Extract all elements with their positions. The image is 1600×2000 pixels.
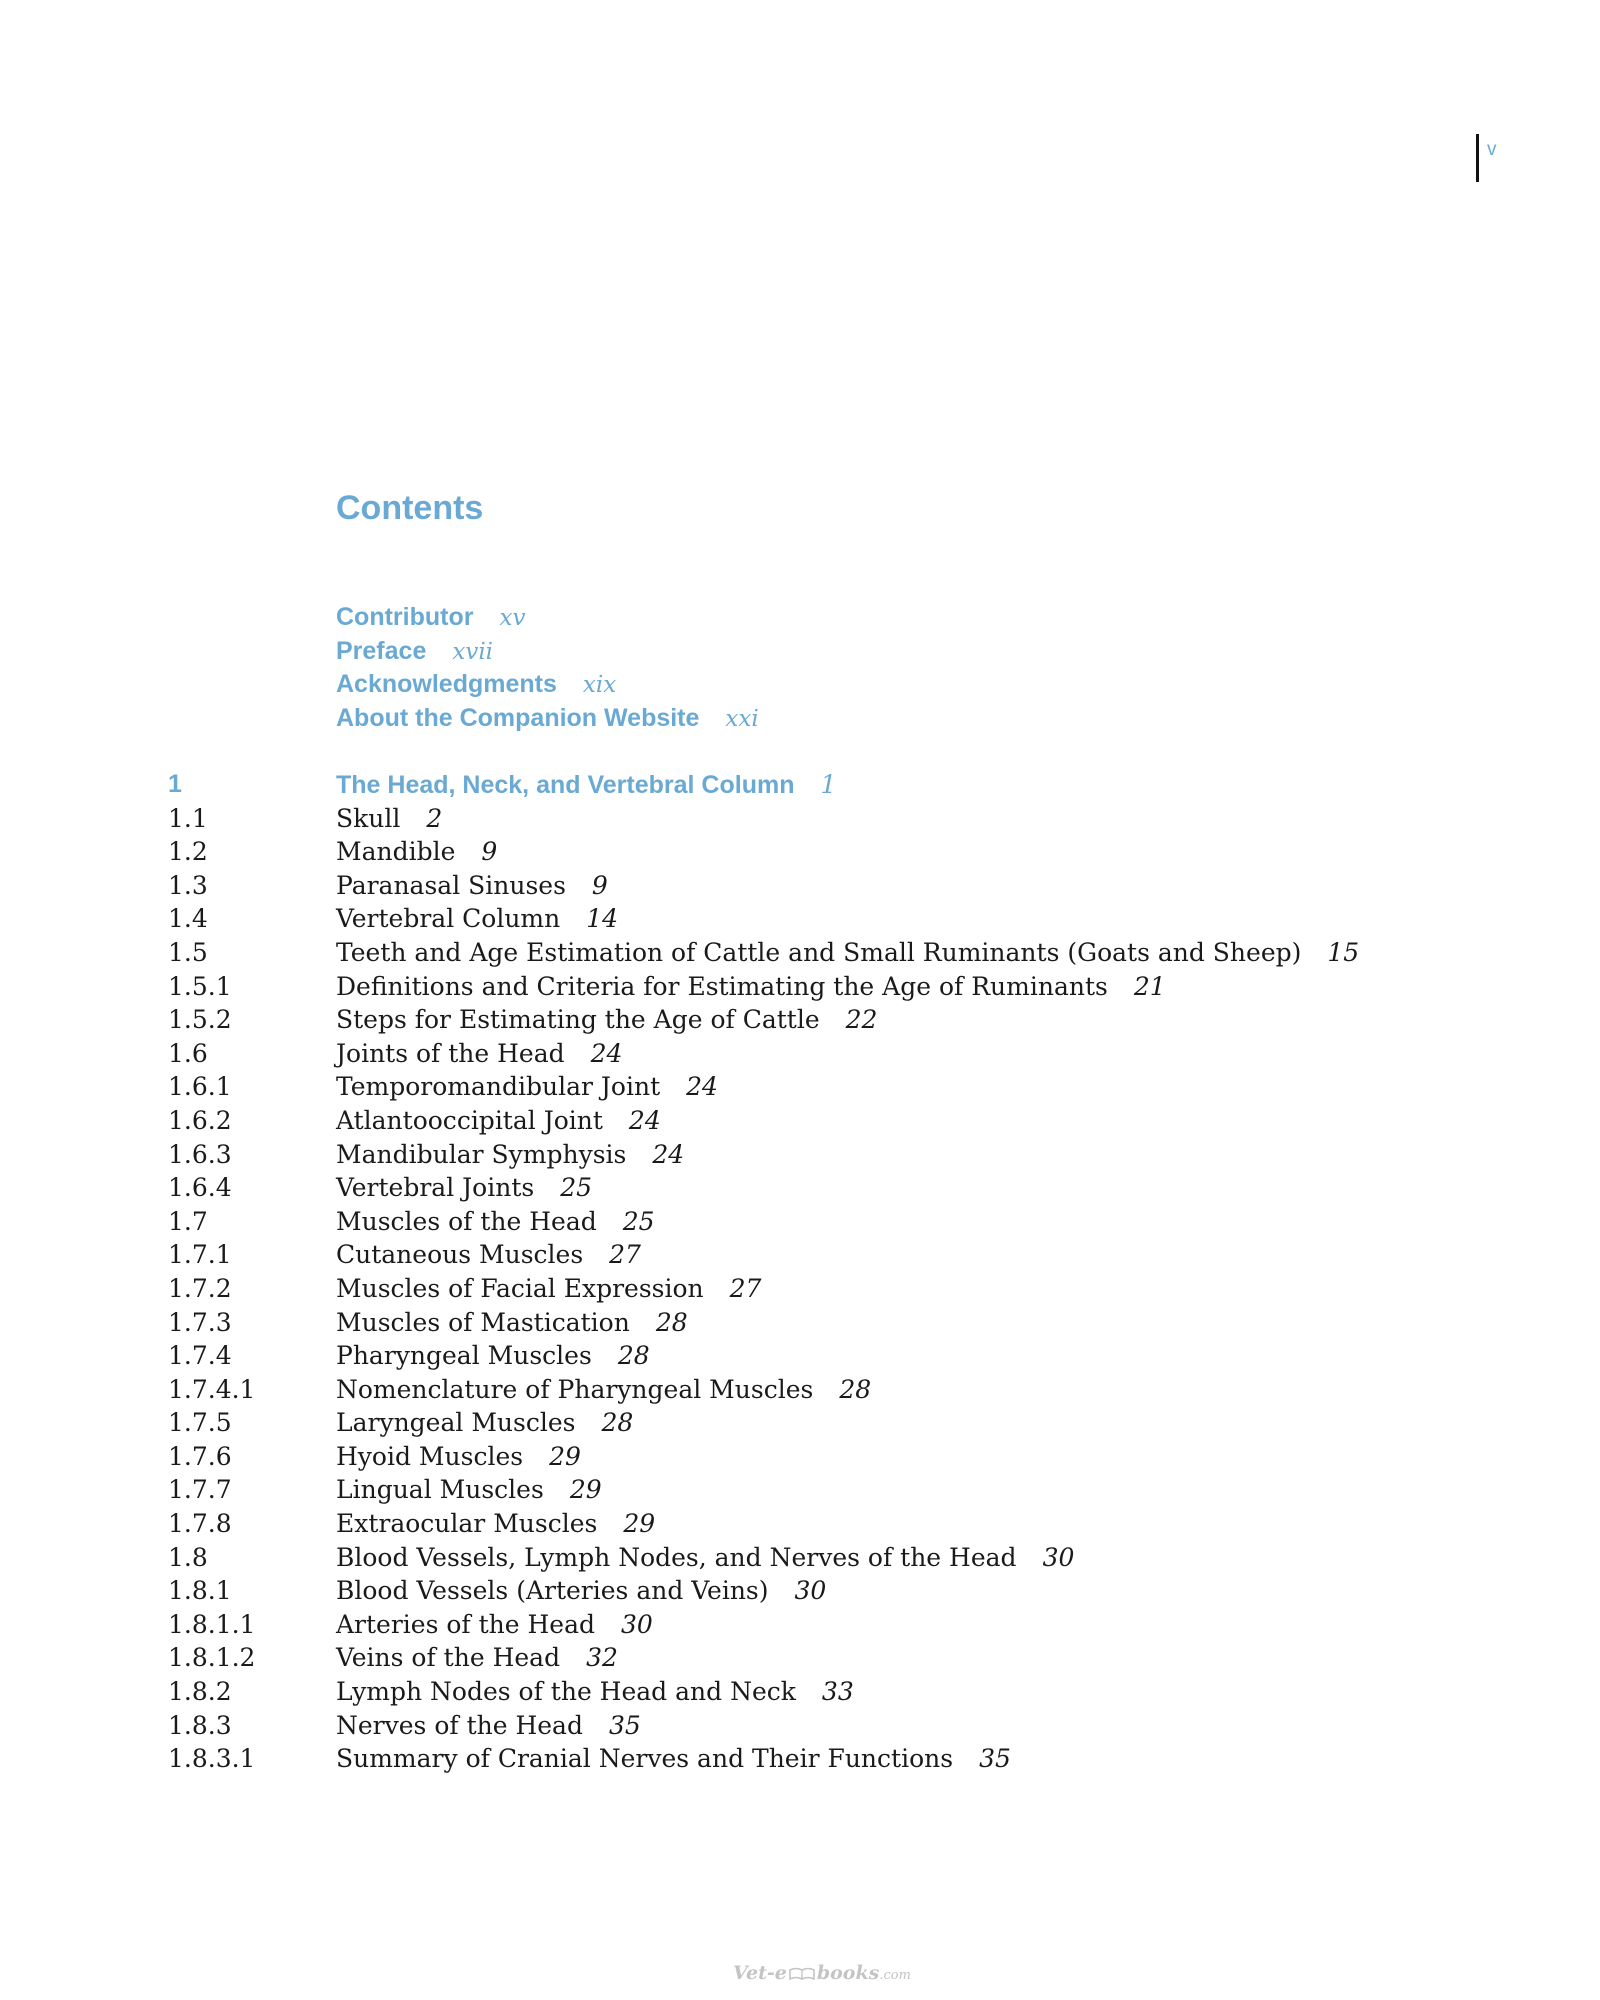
watermark-suffix: .com bbox=[879, 1968, 911, 1983]
section-title: Muscles of the Head bbox=[336, 1206, 597, 1236]
front-matter-label: Contributor bbox=[336, 603, 474, 631]
section-title: Laryngeal Muscles bbox=[336, 1408, 576, 1438]
section-title: Vertebral Joints bbox=[336, 1173, 535, 1203]
section-title: Arteries of the Head bbox=[336, 1609, 596, 1639]
front-matter-list bbox=[336, 601, 759, 735]
section-title: Steps for Estimating the Age of Cattle bbox=[336, 1005, 820, 1035]
section-page: 24 bbox=[686, 1072, 718, 1102]
front-matter-item[interactable] bbox=[336, 702, 759, 736]
section-page: 27 bbox=[609, 1240, 641, 1270]
section-number: 1.7.8 bbox=[168, 1509, 232, 1539]
section-title: Muscles of Mastication bbox=[336, 1307, 630, 1337]
section-number: 1.5.1 bbox=[168, 971, 232, 1001]
section-page: 24 bbox=[652, 1139, 685, 1169]
section-page: 35 bbox=[608, 1710, 641, 1740]
page-title: Contents bbox=[336, 489, 484, 527]
section-number: 1.7.6 bbox=[168, 1441, 232, 1471]
section-number: 1.8.1.1 bbox=[168, 1609, 256, 1639]
section-number: 1.6 bbox=[168, 1038, 208, 1068]
toc-row[interactable] bbox=[168, 1339, 1468, 1373]
section-title: Lingual Muscles bbox=[336, 1475, 544, 1505]
section-page: 22 bbox=[845, 1005, 878, 1035]
section-page: 30 bbox=[621, 1609, 653, 1639]
toc-row[interactable] bbox=[168, 1440, 1468, 1474]
toc-row[interactable] bbox=[168, 1171, 1468, 1205]
toc-row[interactable] bbox=[168, 1272, 1468, 1306]
section-page: 25 bbox=[622, 1206, 655, 1236]
section-number: 1.8.2 bbox=[168, 1677, 232, 1707]
section-title: Pharyngeal Muscles bbox=[336, 1341, 592, 1371]
section-page: 9 bbox=[481, 837, 498, 867]
section-title: Lymph Nodes of the Head and Neck bbox=[336, 1677, 796, 1707]
front-matter-label: About the Companion Website bbox=[336, 703, 700, 732]
toc-row[interactable] bbox=[168, 902, 1468, 936]
toc-chapter-row[interactable] bbox=[168, 768, 1468, 802]
toc-row[interactable] bbox=[168, 936, 1468, 970]
chapter-title: The Head, Neck, and Vertebral Column bbox=[336, 771, 795, 799]
toc-row[interactable] bbox=[168, 1641, 1468, 1675]
section-title: Mandible bbox=[336, 837, 456, 867]
section-title: Atlantooccipital Joint bbox=[336, 1105, 603, 1135]
book-icon bbox=[789, 1963, 815, 1985]
section-number: 1.7.4 bbox=[168, 1341, 232, 1371]
section-number: 1.7.1 bbox=[168, 1240, 232, 1270]
section-number: 1.5.2 bbox=[168, 1005, 232, 1035]
section-page: 14 bbox=[586, 904, 619, 934]
chapter-page: 1 bbox=[820, 770, 837, 799]
section-page: 30 bbox=[794, 1576, 827, 1606]
section-page: 29 bbox=[569, 1475, 602, 1505]
section-page: 28 bbox=[839, 1374, 872, 1404]
section-number: 1.2 bbox=[168, 837, 208, 867]
section-number: 1.6.2 bbox=[168, 1105, 232, 1135]
front-matter-page: xxi bbox=[725, 705, 759, 732]
section-number: 1.8 bbox=[168, 1542, 208, 1572]
toc-row[interactable] bbox=[168, 802, 1468, 836]
section-page: 24 bbox=[590, 1038, 623, 1068]
section-title: Paranasal Sinuses bbox=[336, 870, 566, 900]
section-page: 28 bbox=[601, 1408, 634, 1438]
section-number: 1.8.1.2 bbox=[168, 1643, 256, 1673]
section-title: Nomenclature of Pharyngeal Muscles bbox=[336, 1374, 814, 1404]
section-number: 1.4 bbox=[168, 904, 208, 934]
section-page: 2 bbox=[426, 803, 443, 833]
section-number: 1.8.3 bbox=[168, 1710, 232, 1740]
section-page: 29 bbox=[623, 1509, 656, 1539]
toc-row[interactable] bbox=[168, 1675, 1468, 1709]
section-page: 27 bbox=[729, 1273, 762, 1303]
front-matter-label: Preface bbox=[336, 636, 427, 665]
front-matter-item[interactable] bbox=[336, 601, 759, 635]
toc-row[interactable] bbox=[168, 1138, 1468, 1172]
toc-row[interactable] bbox=[168, 869, 1468, 903]
section-number: 1.6.3 bbox=[168, 1139, 232, 1169]
watermark-text-left: Vet-e bbox=[733, 1962, 787, 1984]
section-page: 25 bbox=[560, 1173, 593, 1203]
front-matter-page: xix bbox=[582, 672, 617, 698]
section-title: Veins of the Head bbox=[336, 1643, 561, 1673]
front-matter-page: xv bbox=[499, 605, 526, 631]
section-title: Hyoid Muscles bbox=[336, 1441, 524, 1471]
section-number: 1.8.3.1 bbox=[168, 1744, 256, 1774]
section-page: 15 bbox=[1327, 937, 1360, 967]
front-matter-item[interactable] bbox=[336, 668, 759, 702]
toc-row[interactable] bbox=[168, 1003, 1468, 1037]
section-number: 1.1 bbox=[168, 803, 208, 833]
section-page: 28 bbox=[617, 1341, 650, 1371]
section-number: 1.7.7 bbox=[168, 1475, 232, 1505]
section-title: Definitions and Criteria for Estimating the Age of Ruminants bbox=[336, 971, 1108, 1001]
toc-row[interactable] bbox=[168, 1104, 1468, 1138]
section-title: Summary of Cranial Nerves and Their Functions bbox=[336, 1744, 954, 1774]
front-matter-item[interactable] bbox=[336, 635, 759, 669]
section-number: 1.6.4 bbox=[168, 1173, 232, 1203]
toc-row[interactable] bbox=[168, 1541, 1468, 1575]
section-number: 1.8.1 bbox=[168, 1576, 232, 1606]
section-page: 21 bbox=[1133, 971, 1166, 1001]
chapter-number: 1 bbox=[168, 770, 182, 798]
section-title: Muscles of Facial Expression bbox=[336, 1273, 704, 1303]
front-matter-page: xvii bbox=[452, 638, 494, 665]
page-marker-rule bbox=[1476, 134, 1479, 182]
toc-row[interactable] bbox=[168, 1473, 1468, 1507]
section-title: Joints of the Head bbox=[336, 1038, 565, 1068]
section-number: 1.7.3 bbox=[168, 1307, 232, 1337]
section-title: Extraocular Muscles bbox=[336, 1509, 598, 1539]
toc-row[interactable] bbox=[168, 1507, 1468, 1541]
section-title: Cutaneous Muscles bbox=[336, 1240, 584, 1270]
toc-row[interactable] bbox=[168, 1037, 1468, 1071]
page-number: v bbox=[1487, 139, 1497, 160]
section-number: 1.7 bbox=[168, 1206, 208, 1236]
section-number: 1.6.1 bbox=[168, 1072, 232, 1102]
toc-row[interactable] bbox=[168, 1709, 1468, 1743]
section-page: 33 bbox=[821, 1677, 854, 1707]
section-number: 1.7.4.1 bbox=[168, 1374, 256, 1404]
toc-row[interactable] bbox=[168, 1306, 1468, 1340]
section-title: Mandibular Symphysis bbox=[336, 1139, 627, 1169]
section-page: 32 bbox=[586, 1643, 618, 1673]
section-title: Skull bbox=[336, 803, 401, 833]
toc-row[interactable] bbox=[168, 1608, 1468, 1642]
section-page: 35 bbox=[979, 1744, 1011, 1774]
toc-row[interactable] bbox=[168, 1373, 1468, 1407]
toc-row[interactable] bbox=[168, 1205, 1468, 1239]
section-number: 1.7.5 bbox=[168, 1408, 232, 1438]
toc-list bbox=[168, 768, 1468, 1776]
toc-row[interactable] bbox=[168, 1742, 1468, 1776]
section-number: 1.7.2 bbox=[168, 1273, 232, 1303]
section-page: 9 bbox=[591, 870, 608, 900]
section-page: 29 bbox=[549, 1441, 581, 1471]
section-title: Blood Vessels, Lymph Nodes, and Nerves of the Head bbox=[336, 1542, 1017, 1572]
toc-row[interactable] bbox=[168, 1070, 1468, 1104]
toc-row[interactable] bbox=[168, 1238, 1468, 1272]
section-title: Nerves of the Head bbox=[336, 1710, 583, 1740]
section-page: 28 bbox=[655, 1307, 688, 1337]
section-number: 1.3 bbox=[168, 870, 208, 900]
section-title: Teeth and Age Estimation of Cattle and Small Ruminants (Goats and Sheep) bbox=[336, 937, 1302, 967]
toc-row[interactable] bbox=[168, 970, 1468, 1004]
watermark-text-right: books bbox=[816, 1962, 880, 1984]
toc-row[interactable] bbox=[168, 835, 1468, 869]
section-number: 1.5 bbox=[168, 937, 208, 967]
section-title: Blood Vessels (Arteries and Veins) bbox=[336, 1576, 769, 1606]
watermark-logo bbox=[733, 1962, 911, 1985]
section-page: 24 bbox=[628, 1105, 661, 1135]
toc-row[interactable] bbox=[168, 1406, 1468, 1440]
section-page: 30 bbox=[1042, 1542, 1075, 1572]
toc-row[interactable] bbox=[168, 1574, 1468, 1608]
section-title: Vertebral Column bbox=[336, 904, 561, 934]
front-matter-label: Acknowledgments bbox=[336, 670, 557, 698]
section-title: Temporomandibular Joint bbox=[336, 1072, 661, 1102]
